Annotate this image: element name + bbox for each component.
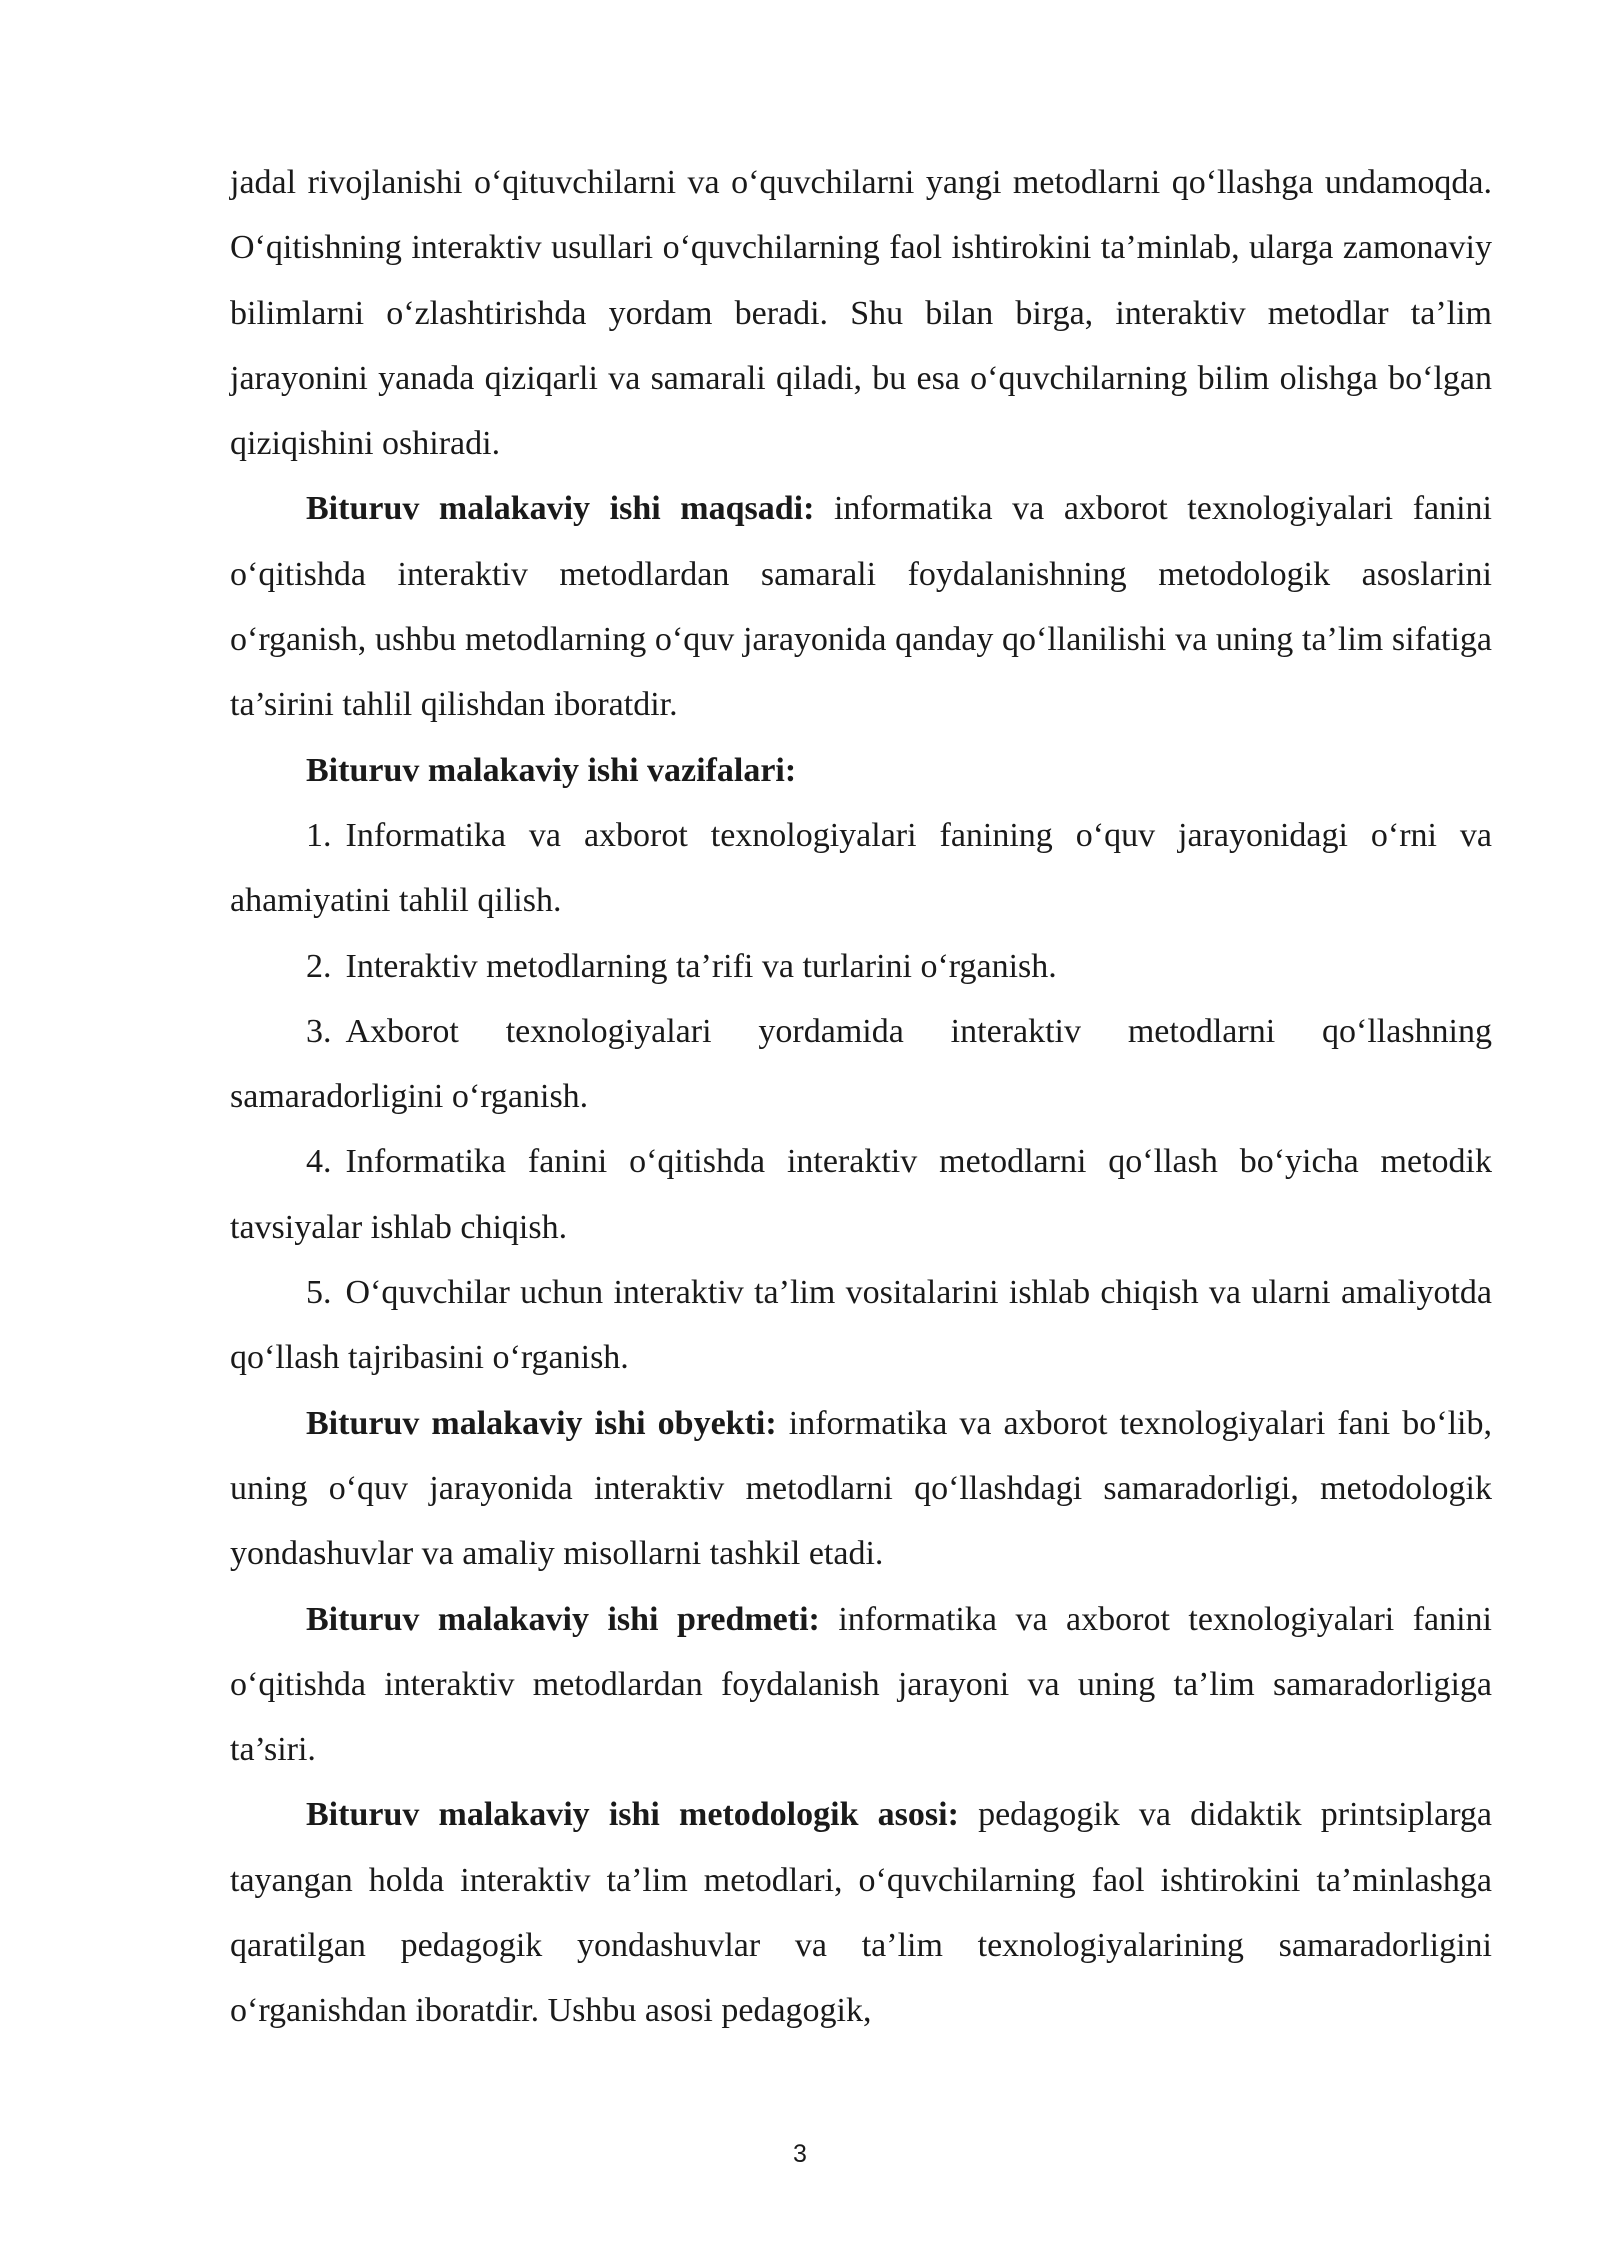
subject-label: Bituruv malakaviy ishi predmeti: <box>306 1600 820 1638</box>
goal-paragraph <box>230 476 1492 737</box>
tasks-label: Bituruv malakaviy ishi vazifalari: <box>306 751 797 789</box>
goal-label: Bituruv malakaviy ishi maqsadi: <box>306 490 815 528</box>
task-item <box>230 1129 1492 1260</box>
task-item <box>230 999 1492 1130</box>
methodology-label: Bituruv malakaviy ishi metodologik asosi: <box>306 1796 959 1834</box>
tasks-heading <box>230 738 1492 803</box>
task-number: 3. <box>306 1012 332 1050</box>
task-item <box>230 803 1492 934</box>
object-text: informatika va axborot texnologiyalari fani bo‘lib, uning o‘quv jarayonida interaktiv metodlarni qo‘llashdagi samaradorligi, metodologik yondashuvlar va amaliy misollarni tashkil etadi. <box>230 1404 1492 1573</box>
task-number: 2. <box>306 947 332 985</box>
page-number: 3 <box>793 2140 807 2168</box>
intro-paragraph: jadal rivojlanishi o‘qituvchilarni va o‘quvchilarni yangi metodlarni qo‘llashga undamoqda. O‘qitishning interaktiv usullari o‘quvchilarning faol ishtirokini ta’minlab, ularga zamonaviy bilimlarni o‘zlashtirishda yordam beradi. Shu bilan birga, interaktiv metodlar ta’lim jarayonini yanada qiziqarli va samarali qiladi, bu esa o‘quvchilarning bilim olishga bo‘lgan qiziqishini oshiradi. <box>230 164 1492 463</box>
task-text: Informatika va axborot texnologiyalari fanining o‘quv jarayonidagi o‘rni va ahamiyatini tahlil qilish. <box>230 816 1492 920</box>
subject-text: informatika va axborot texnologiyalari fanini o‘qitishda interaktiv metodlardan foydalanish jarayoni va uning ta’lim samaradorligiga ta’siri. <box>230 1600 1492 1769</box>
object-paragraph <box>230 1391 1492 1587</box>
task-text: Informatika fanini o‘qitishda interaktiv metodlarni qo‘llash bo‘yicha metodik tavsiyalar ishlab chiqish. <box>230 1143 1492 1246</box>
methodology-paragraph <box>230 1782 1492 2043</box>
task-text: Interaktiv metodlarning ta’rifi va turlarini o‘rganish. <box>345 947 1057 985</box>
task-text: O‘quvchilar uchun interaktiv ta’lim vositalarini ishlab chiqish va ularni amaliyotda qo‘llash tajribasini o‘rganish. <box>230 1274 1492 1377</box>
subject-paragraph <box>230 1587 1492 1783</box>
task-number: 5. <box>306 1274 332 1312</box>
task-item <box>230 1260 1492 1391</box>
methodology-text: pedagogik va didaktik printsiplarga tayangan holda interaktiv ta’lim metodlari, o‘quvchilarning faol ishtirokini ta’minlashga qaratilgan pedagogik yondashuvlar va ta’lim texnologiyalarining samaradorligini o‘rganishdan iboratdir. Ushbu asosi pedagogik, <box>230 1796 1492 2030</box>
task-number: 1. <box>306 816 332 854</box>
task-text: Axborot texnologiyalari yordamida interaktiv metodlarni qo‘llashning samaradorligini o‘rganish. <box>230 1012 1492 1116</box>
object-label: Bituruv malakaviy ishi obyekti: <box>306 1404 777 1442</box>
goal-text: informatika va axborot texnologiyalari fanini o‘qitishda interaktiv metodlardan samarali foydalanishning metodologik asoslarini o‘rganish, ushbu metodlarning o‘quv jarayonida qanday qo‘llanilishi va uning ta’lim sifatiga ta’sirini tahlil qilishdan iboratdir. <box>230 490 1492 724</box>
task-number: 4. <box>306 1143 332 1181</box>
document-page <box>230 150 1492 2044</box>
task-item <box>230 934 1492 999</box>
